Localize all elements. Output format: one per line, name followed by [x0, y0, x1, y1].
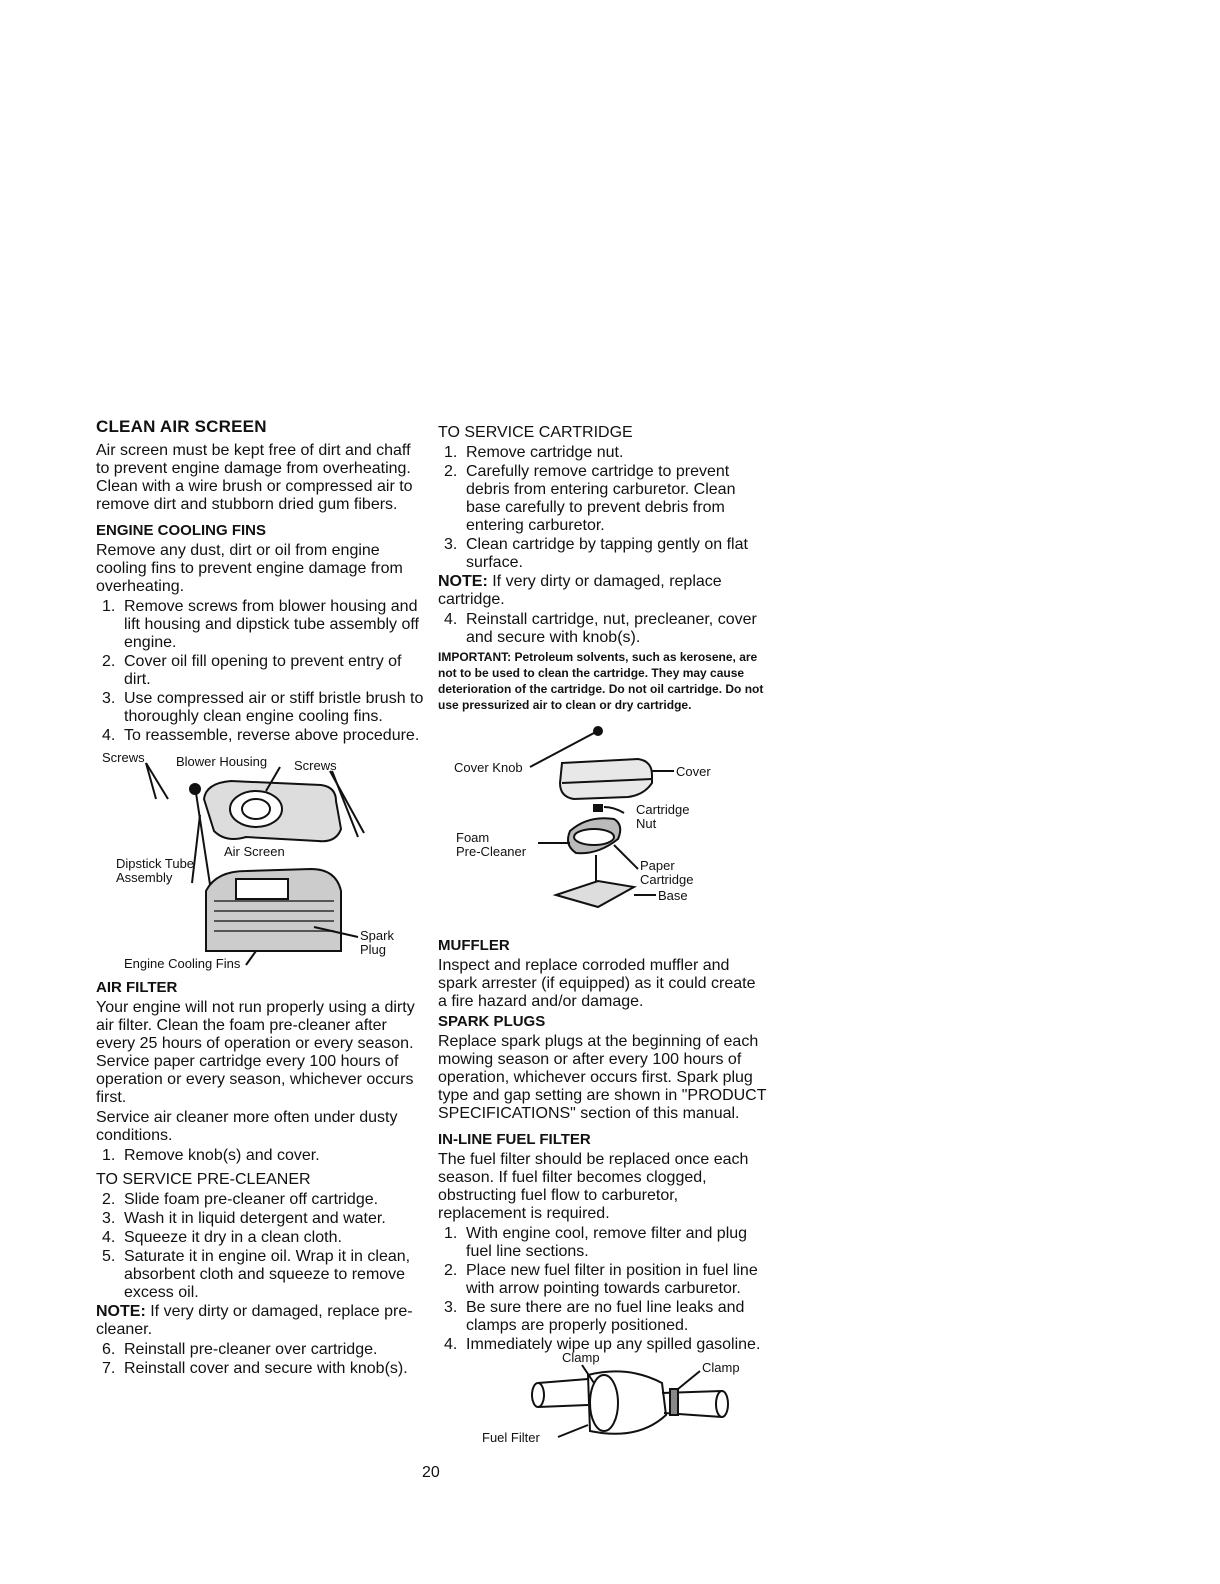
muffler-body: Inspect and replace corroded muffler and spark arrester (if equipped) as it could create a fire hazard and/or damage. — [438, 957, 756, 1010]
list-item: 6. Reinstall pre-cleaner over cartridge. — [102, 1341, 378, 1358]
label-air-screen: Air Screen — [224, 844, 285, 859]
list-item: 3. Be sure there are no fuel line leaks and clamps are properly positioned. — [444, 1299, 745, 1334]
label-blower-housing: Blower Housing — [176, 754, 268, 769]
label-paper: Paper Cartridge — [640, 858, 694, 887]
pre-cleaner-steps-b — [96, 1341, 426, 1378]
clean-air-screen-heading: CLEAN AIR SCREEN — [96, 417, 267, 436]
label-cooling-fins: Engine Cooling Fins — [124, 956, 241, 971]
pre-cleaner-note: NOTE: If very dirty or damaged, replace pre-cleaner. — [96, 1303, 413, 1338]
label-cartridge-nut: Cartridge Nut — [636, 802, 690, 831]
air-filter-illustration — [438, 719, 758, 929]
list-item: 3. Use compressed air or stiff bristle brush to thoroughly clean engine cooling fins. — [102, 690, 424, 725]
right-column — [438, 424, 768, 1453]
cooling-fins-body: Remove any dust, dirt or oil from engine cooling fins to prevent engine damage from overheating. — [96, 542, 403, 595]
engine-diagram — [96, 751, 416, 971]
air-filter-heading: AIR FILTER — [96, 979, 178, 996]
label-cover-knob: Cover Knob — [454, 760, 523, 775]
label-screws-right: Screws — [294, 758, 337, 773]
cooling-fins-heading: ENGINE COOLING FINS — [96, 522, 267, 539]
label-screws-left: Screws — [102, 750, 145, 765]
fuel-filter-heading: IN-LINE FUEL FILTER — [438, 1131, 591, 1148]
pre-cleaner-steps — [96, 1191, 426, 1302]
cartridge-note: NOTE: If very dirty or damaged, replace cartridge. — [438, 573, 722, 608]
list-item: 3. Wash it in liquid detergent and water. — [102, 1210, 386, 1227]
label-cover: Cover — [676, 764, 711, 779]
list-item: 2. Cover oil fill opening to prevent entry of dirt. — [102, 653, 402, 688]
list-item: 2. Slide foam pre-cleaner off cartridge. — [102, 1191, 379, 1208]
label-clamp-right: Clamp — [702, 1360, 740, 1375]
list-item: 1. With engine cool, remove filter and plug fuel line sections. — [444, 1225, 748, 1260]
fuel-filter-body: The fuel filter should be replaced once each season. If fuel filter becomes clogged, obstructing fuel flow to carburetor, replacement is required. — [438, 1151, 749, 1222]
list-item: 2. Place new fuel filter in position in fuel line with arrow pointing towards carburetor. — [444, 1262, 758, 1297]
list-item: 5. Saturate it in engine oil. Wrap it in clean, absorbent cloth and squeeze to remove excess oil. — [102, 1248, 411, 1301]
cartridge-steps-b — [438, 611, 768, 647]
muffler-heading: MUFFLER — [438, 937, 510, 954]
label-foam: Foam Pre-Cleaner — [456, 830, 527, 859]
list-item: 7. Reinstall cover and secure with knob(s). — [102, 1360, 408, 1377]
list-item: 4. To reassemble, reverse above procedure. — [102, 727, 420, 744]
air-filter-diagram — [438, 719, 758, 929]
cooling-fins-steps — [96, 598, 426, 745]
cartridge-steps — [438, 444, 768, 572]
cartridge-heading: TO SERVICE CARTRIDGE — [438, 424, 633, 441]
clean-air-screen-body: Air screen must be kept free of dirt and chaff to prevent engine damage from overheating. Clean with a wire brush or compressed air to remove dirt and stubborn dried gum fibers. — [96, 442, 413, 513]
left-column — [96, 418, 426, 1379]
spark-plugs-body: Replace spark plugs at the beginning of each mowing season or after every 100 hours of operation, whichever occurs first. Spark plug type and gap setting are shown in "PRODUCT SPECIFICATIONS" section of this manual. — [438, 1033, 767, 1122]
list-item: 4. Squeeze it dry in a clean cloth. — [102, 1229, 342, 1246]
list-item: 1. Remove knob(s) and cover. — [102, 1147, 320, 1164]
list-item: 2. Carefully remove cartridge to prevent debris from entering carburetor. Clean base carefully to prevent debris from entering carburetor. — [444, 463, 736, 534]
spark-plugs-heading: SPARK PLUGS — [438, 1013, 546, 1030]
air-filter-steps — [96, 1147, 426, 1165]
list-item: 1. Remove cartridge nut. — [444, 444, 624, 461]
label-clamp-left: Clamp — [562, 1350, 600, 1365]
label-dipstick: Dipstick Tube Assembly — [116, 856, 195, 885]
air-filter-body: Your engine will not run properly using a dirty air filter. Clean the foam pre-cleaner after every 25 hours of operation or every season. Service paper cartridge every 100 hours of operation or every season, whichever occurs first. — [96, 999, 415, 1106]
list-item: 4. Reinstall cartridge, nut, precleaner, cover and secure with knob(s). — [444, 611, 757, 646]
list-item: 1. Remove screws from blower housing and lift housing and dipstick tube assembly off engine. — [102, 598, 419, 651]
fuel-filter-steps — [438, 1225, 768, 1354]
label-spark-plug: Spark Plug — [360, 928, 394, 957]
label-fuel-filter: Fuel Filter — [482, 1430, 540, 1445]
list-item: 3. Clean cartridge by tapping gently on flat surface. — [444, 536, 748, 571]
air-filter-dusty: Service air cleaner more often under dusty conditions. — [96, 1109, 398, 1144]
important-notice: IMPORTANT: Petroleum solvents, such as kerosene, are not to be used to clean the cartridge. They may cause deterioration of the cartridge. Do not oil cartridge. Do not use pressurized air to clean or dry cartridge. — [438, 650, 764, 712]
page-number: 20 — [422, 1464, 440, 1481]
fuel-filter-diagram — [438, 1350, 758, 1447]
label-base: Base — [658, 888, 688, 903]
list-item: 4. Immediately wipe up any spilled gasoline. — [444, 1336, 761, 1353]
pre-cleaner-heading: TO SERVICE PRE-CLEANER — [96, 1171, 311, 1188]
